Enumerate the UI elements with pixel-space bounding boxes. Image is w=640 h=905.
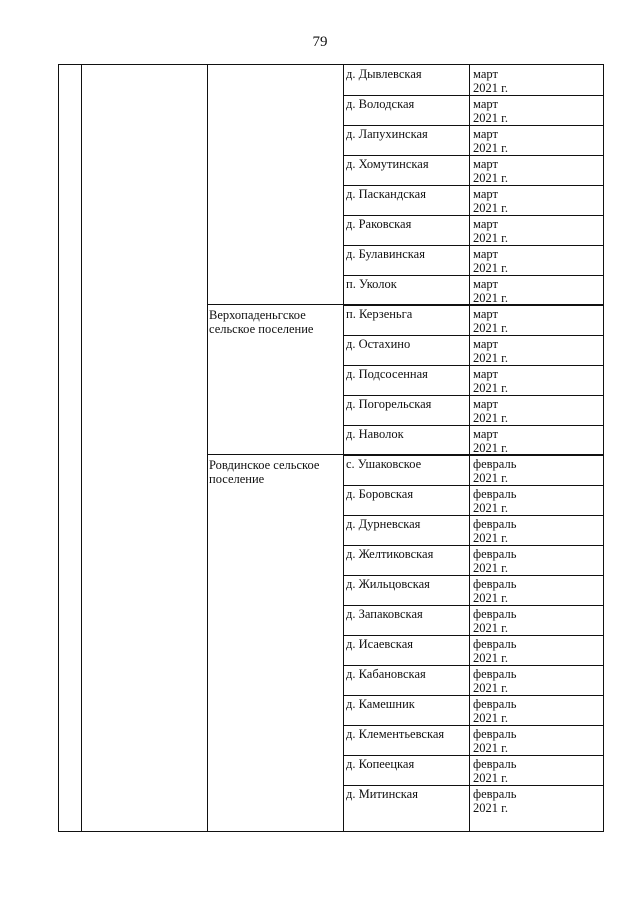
survey-date — [473, 157, 593, 185]
survey-year: 2021 г. — [473, 771, 508, 785]
village-name: д. Митинская — [346, 787, 418, 801]
village-name: д. Дывлевская — [346, 67, 422, 81]
table-row — [343, 365, 603, 396]
survey-year: 2021 г. — [473, 381, 508, 395]
survey-year: 2021 г. — [473, 321, 508, 335]
survey-month: март — [473, 277, 498, 291]
survey-year: 2021 г. — [473, 231, 508, 245]
survey-month: март — [473, 187, 498, 201]
page-number: 79 — [312, 34, 328, 50]
survey-year: 2021 г. — [473, 261, 508, 275]
survey-year: 2021 г. — [473, 111, 508, 125]
survey-year: 2021 г. — [473, 681, 508, 695]
survey-year: 2021 г. — [473, 471, 508, 485]
survey-month: февраль — [473, 517, 517, 531]
village-name: д. Володская — [346, 97, 415, 111]
survey-month: февраль — [473, 577, 517, 591]
table-row — [343, 725, 603, 756]
survey-date — [473, 577, 593, 605]
survey-date — [473, 307, 593, 335]
survey-year: 2021 г. — [473, 651, 508, 665]
survey-year: 2021 г. — [473, 531, 508, 545]
table-row — [343, 305, 603, 336]
table-row — [343, 605, 603, 636]
table-row — [343, 545, 603, 576]
village-name: д. Кабановская — [346, 667, 426, 681]
survey-month: март — [473, 127, 498, 141]
survey-date — [473, 127, 593, 155]
survey-year: 2021 г. — [473, 81, 508, 95]
village-name: п. Керзеньга — [346, 307, 413, 321]
village-name: д. Жильцовская — [346, 577, 430, 591]
survey-date — [473, 487, 593, 515]
column-divider-2 — [207, 65, 208, 831]
table-row — [343, 755, 603, 786]
village-name: д. Дурневская — [346, 517, 421, 531]
survey-year: 2021 г. — [473, 741, 508, 755]
survey-month: март — [473, 397, 498, 411]
survey-year: 2021 г. — [473, 801, 508, 815]
survey-year: 2021 г. — [473, 141, 508, 155]
survey-date — [473, 97, 593, 125]
survey-year: 2021 г. — [473, 351, 508, 365]
survey-date — [473, 697, 593, 725]
table-row — [343, 695, 603, 726]
table-row — [343, 185, 603, 216]
survey-year: 2021 г. — [473, 711, 508, 725]
settlement-name: Ровдинское сельское поселение — [209, 458, 320, 486]
survey-month: март — [473, 157, 498, 171]
survey-date — [473, 187, 593, 215]
village-name: д. Лапухинская — [346, 127, 428, 141]
village-name: д. Запаковская — [346, 607, 423, 621]
survey-month: март — [473, 427, 498, 441]
schedule-table — [58, 64, 604, 832]
table-row — [343, 785, 603, 815]
survey-date — [473, 637, 593, 665]
survey-date — [473, 457, 593, 485]
survey-month: февраль — [473, 787, 517, 801]
table-row — [343, 485, 603, 516]
survey-month: февраль — [473, 727, 517, 741]
survey-date — [473, 277, 593, 305]
survey-date — [473, 247, 593, 275]
village-name: д. Подсосенная — [346, 367, 428, 381]
survey-date — [473, 757, 593, 785]
village-name: д. Булавинская — [346, 247, 425, 261]
village-name: д. Исаевская — [346, 637, 413, 651]
survey-date — [473, 427, 593, 455]
survey-month: февраль — [473, 607, 517, 621]
survey-year: 2021 г. — [473, 441, 508, 455]
survey-month: февраль — [473, 667, 517, 681]
village-name: д. Раковская — [346, 217, 412, 231]
table-row — [343, 665, 603, 696]
table-row — [343, 515, 603, 546]
village-name: д. Наволок — [346, 427, 404, 441]
survey-month: февраль — [473, 697, 517, 711]
village-name: д. Боровская — [346, 487, 414, 501]
village-name: с. Ушаковское — [346, 457, 422, 471]
survey-year: 2021 г. — [473, 201, 508, 215]
village-name: п. Уколок — [346, 277, 397, 291]
survey-year: 2021 г. — [473, 411, 508, 425]
survey-date — [473, 397, 593, 425]
survey-date — [473, 667, 593, 695]
survey-month: февраль — [473, 457, 517, 471]
table-row — [343, 155, 603, 186]
survey-month: март — [473, 67, 498, 81]
survey-date — [473, 727, 593, 755]
survey-month: март — [473, 217, 498, 231]
survey-date — [473, 337, 593, 365]
village-name: д. Копеецкая — [346, 757, 415, 771]
village-name: д. Остахино — [346, 337, 411, 351]
table-row — [343, 425, 603, 456]
survey-date — [473, 547, 593, 575]
survey-year: 2021 г. — [473, 561, 508, 575]
survey-year: 2021 г. — [473, 501, 508, 515]
village-name: д. Клементьевская — [346, 727, 445, 741]
survey-date — [473, 787, 593, 815]
survey-date — [473, 217, 593, 245]
table-row — [343, 245, 603, 276]
survey-date — [473, 67, 593, 95]
survey-month: март — [473, 307, 498, 321]
settlement-name: Верхопаденьгское сельское поселение — [209, 308, 314, 336]
survey-month: март — [473, 367, 498, 381]
survey-month: март — [473, 97, 498, 111]
survey-month: февраль — [473, 547, 517, 561]
survey-date — [473, 607, 593, 635]
village-name: д. Камешник — [346, 697, 415, 711]
survey-date — [473, 517, 593, 545]
village-name: д. Паскандская — [346, 187, 426, 201]
survey-date — [473, 367, 593, 395]
survey-month: февраль — [473, 637, 517, 651]
village-name: д. Хомутинская — [346, 157, 429, 171]
table-row — [343, 395, 603, 426]
table-row — [343, 575, 603, 606]
table-row — [343, 95, 603, 126]
village-name: д. Погорельская — [346, 397, 432, 411]
survey-year: 2021 г. — [473, 621, 508, 635]
survey-month: март — [473, 247, 498, 261]
table-row — [343, 215, 603, 246]
table-row — [343, 125, 603, 156]
table-row — [343, 455, 603, 486]
survey-year: 2021 г. — [473, 291, 508, 305]
survey-month: февраль — [473, 487, 517, 501]
village-name: д. Желтиковская — [346, 547, 434, 561]
survey-year: 2021 г. — [473, 171, 508, 185]
survey-year: 2021 г. — [473, 591, 508, 605]
table-row — [343, 65, 603, 96]
table-row — [343, 275, 603, 306]
survey-month: март — [473, 337, 498, 351]
table-row — [343, 335, 603, 366]
table-row — [343, 635, 603, 666]
column-divider-1 — [81, 65, 82, 831]
survey-month: февраль — [473, 757, 517, 771]
